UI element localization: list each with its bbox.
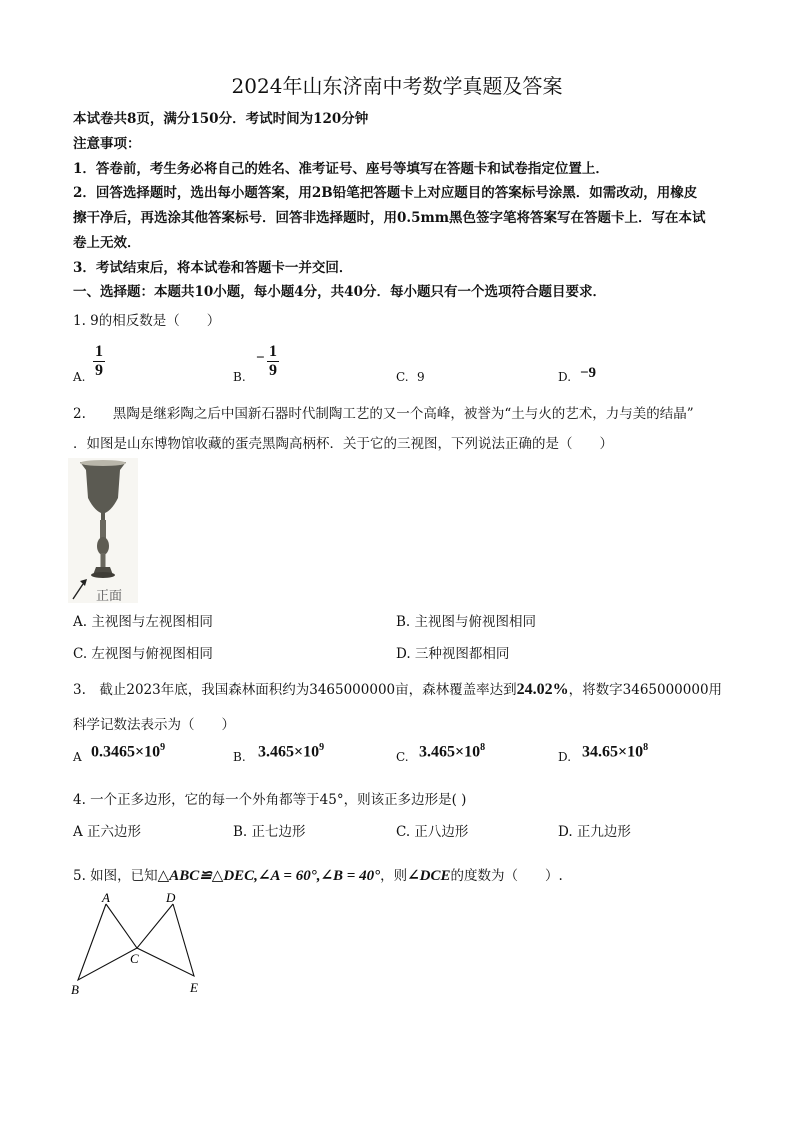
q1-option-a-fraction <box>92 343 106 380</box>
q3-option-a <box>91 742 165 761</box>
q1-option-c-label: C. <box>396 370 409 384</box>
q3-a-base: 0.3465×10 <box>91 743 161 761</box>
note-2: 2．回答选择题时，选出每小题答案，用2B铅笔把答题卡上对应题目的答案标号涂黑．如需改动，用橡皮 <box>73 185 698 201</box>
q5-condition: △ABC≌△DEC,∠A = 60°,∠B = 40° <box>157 868 381 884</box>
q5-target-angle: ∠DCE <box>407 868 451 884</box>
note-2-end: 卷上无效． <box>73 235 141 251</box>
note-2-cont: 擦干净后，再选涂其他答案标号．回答非选择题时，用0.5mm黑色签字笔将答案写在答题卡上．写在本试 <box>73 210 706 226</box>
q3-option-d-label: D. <box>558 750 572 764</box>
q4-stem: 4. 一个正多边形，它的每一个外角都等于45°，则该正多边形是( ) <box>73 792 467 808</box>
q3-c-exp: 8 <box>480 742 486 753</box>
q4-option-b: B. 正七边形 <box>233 824 306 840</box>
point-d-label: D <box>166 890 176 905</box>
q2-option-b: B. 主视图与俯视图相同 <box>396 614 537 630</box>
q4-option-a: A 正六边形 <box>73 824 142 840</box>
q3-option-b-label: B. <box>233 750 246 764</box>
q2-option-c: C. 左视图与俯视图相同 <box>73 646 213 662</box>
q3-c-base: 3.465×10 <box>419 743 481 761</box>
page-title: 2024年山东济南中考数学真题及答案 <box>231 74 563 98</box>
q1-a-numerator: 1 <box>95 343 103 360</box>
point-b-label: B <box>71 982 79 997</box>
q1-option-b-fraction <box>266 343 280 380</box>
q3-stem-part2: ，将数字3465000000用 <box>568 682 723 698</box>
q1-a-denominator: 9 <box>95 362 103 379</box>
q1-b-denominator: 9 <box>269 362 277 379</box>
q3-option-a-label: A <box>73 750 82 764</box>
q3-option-b <box>258 742 324 761</box>
q3-stem-line2: 科学记数法表示为（ ） <box>73 717 235 733</box>
q5-stem-part1: 5. 如图，已知 <box>73 868 158 884</box>
q3-b-exp: 9 <box>319 742 325 753</box>
q3-d-exp: 8 <box>643 742 649 753</box>
q3-option-c-label: C. <box>396 750 409 764</box>
note-3: 3．考试结束后，将本试卷和答题卡一并交回． <box>73 260 353 276</box>
q2-stem-2: ．如图是山东博物馆收藏的蛋壳黑陶高柄杯．关于它的三视图，下列说法正确的是（ ） <box>73 436 613 452</box>
q2-stem-1: 2. 黑陶是继彩陶之后中国新石器时代制陶工艺的又一个高峰，被誉为“土与火的艺术，力与美的结晶” <box>73 406 694 422</box>
notice-title: 注意事项： <box>73 136 141 152</box>
q3-rate: 24.02% <box>516 681 569 698</box>
q1-option-d-label: D. <box>558 370 572 384</box>
q5-stem <box>73 864 563 885</box>
q1-option-b-label: B. <box>233 370 246 384</box>
q3-a-exp: 9 <box>160 742 166 753</box>
q3-stem-part1: 3. 截止2023年底，我国森林面积约为3465000000亩，森林覆盖率达到 <box>73 682 517 698</box>
section-heading: 一、选择题：本题共10小题，每小题4分，共40分．每小题只有一个选项符合题目要求． <box>73 284 606 300</box>
note-1: 1．答卷前，考生务必将自己的姓名、准考证号、座号等填写在答题卡和试卷指定位置上． <box>73 161 609 177</box>
q3-d-base: 34.65×10 <box>582 743 644 761</box>
q4-option-c: C. 正八边形 <box>396 824 469 840</box>
q1-stem: 1. 9的相反数是（ ） <box>73 313 221 329</box>
q5-stem-part3: 的度数为（ ）. <box>450 868 563 884</box>
q2-option-a: A. 主视图与左视图相同 <box>73 614 213 630</box>
q1-b-sign: − <box>256 350 265 366</box>
q3-option-c <box>419 742 485 761</box>
q1-option-d-value: −9 <box>580 365 597 381</box>
q1-option-c-value: 9 <box>417 370 425 384</box>
black-pottery-cup-image <box>68 458 138 603</box>
q4-option-d: D. 正九边形 <box>558 824 631 840</box>
q1-option-a-label: A. <box>73 370 86 384</box>
front-label: 正面 <box>96 589 123 604</box>
q1-b-numerator: 1 <box>269 343 277 360</box>
point-e-label: E <box>190 980 198 995</box>
q2-option-d: D. 三种视图都相同 <box>396 646 510 662</box>
q3-option-d <box>582 742 648 761</box>
point-c-label: C <box>130 951 139 966</box>
q5-triangle-figure <box>66 890 216 1002</box>
point-a-label: A <box>102 890 110 905</box>
q3-stem-line1 <box>73 678 722 699</box>
q3-b-base: 3.465×10 <box>258 743 320 761</box>
exam-info: 本试卷共8页，满分150分．考试时间为120分钟 <box>73 111 369 127</box>
q5-stem-part2: ，则 <box>380 868 408 884</box>
